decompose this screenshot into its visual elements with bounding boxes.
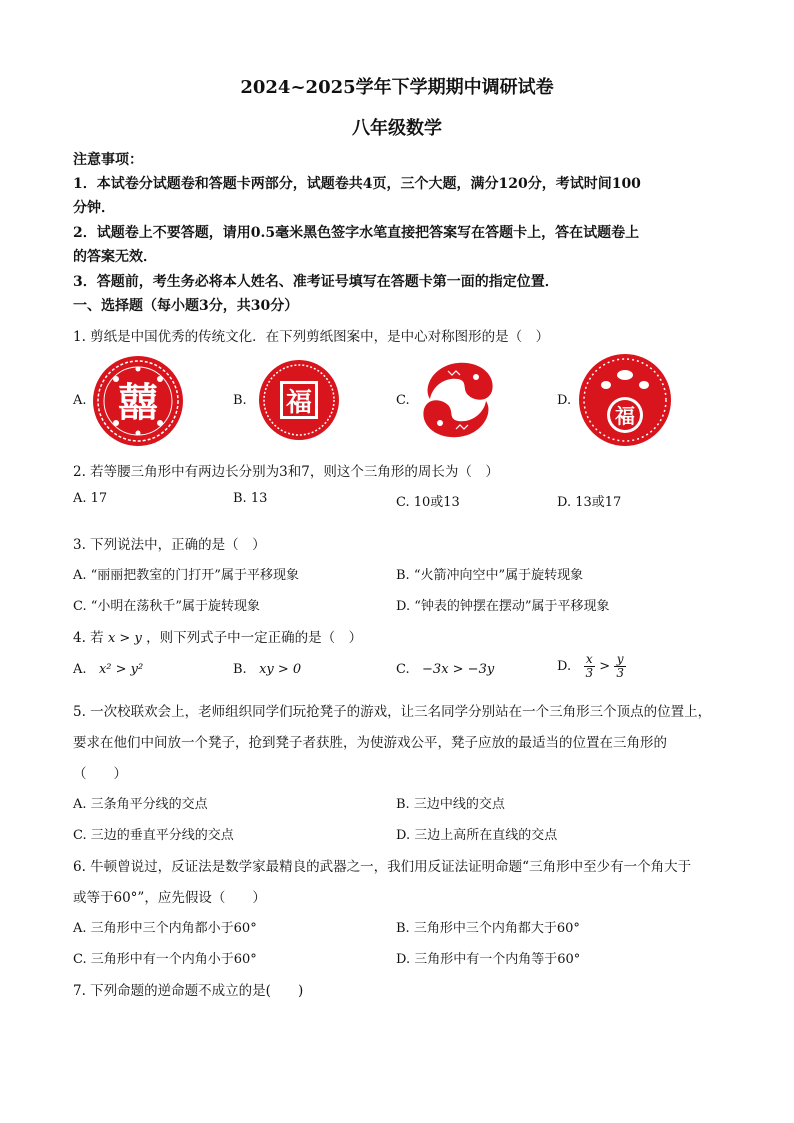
question-5-stem-line-3: （ ） xyxy=(73,766,127,782)
q3-option-d: D. “钟表的钟摆在摆动”属于平移现象 xyxy=(396,599,610,614)
question-7-stem: 7. 下列命题的逆命题不成立的是( ) xyxy=(73,983,304,999)
section-heading: 一、选择题（每小题3分，共30分） xyxy=(73,298,299,314)
q4-label-b: B. xyxy=(233,662,247,677)
exam-subtitle: 八年级数学 xyxy=(352,118,442,139)
q4-option-b xyxy=(233,662,301,677)
question-5-stem-line-1: 5. 一次校联欢会上，老师组织同学们玩抢凳子的游戏，让三名同学分别站在一个三角形三个顶点的位置上， xyxy=(73,704,712,720)
q5-option-d: D. 三边上高所在直线的交点 xyxy=(396,828,558,843)
question-6-stem-line-1: 6. 牛顿曾说过，反证法是数学家最精良的武器之一，我们用反证法证明命题“三角形中至少有一个角大于 xyxy=(73,859,692,875)
papercut-glyph-b: 福 xyxy=(285,388,313,418)
q4-fraction-left-den: 3 xyxy=(585,666,594,680)
q4-fraction-left-num: x xyxy=(584,653,596,667)
q4-fraction-left xyxy=(584,653,596,680)
q4-stem-suffix: ，则下列式子中一定正确的是（ ） xyxy=(146,630,363,646)
q3-option-a: A. “丽丽把教室的门打开”属于平移现象 xyxy=(73,568,299,583)
q5-option-b: B. 三边中线的交点 xyxy=(396,797,505,812)
q2-option-c: C. 10或13 xyxy=(396,495,460,510)
q6-option-a: A. 三角形中三个内角都小于60° xyxy=(73,921,257,936)
notice-item-2-cont: 的答案无效． xyxy=(73,249,157,265)
q4-label-c: C. xyxy=(396,662,410,677)
q3-option-b: B. “火箭冲向空中”属于旋转现象 xyxy=(396,568,584,583)
koi-fish-papercut xyxy=(418,357,498,443)
q2-option-b: B. 13 xyxy=(233,491,268,506)
notice-heading: 注意事项： xyxy=(73,152,143,168)
q4-math-c: −3x > −3y xyxy=(422,662,495,677)
q4-label-a: A. xyxy=(73,662,87,677)
q4-stem-prefix: 4. 若 xyxy=(73,630,104,646)
q2-option-a: A. 17 xyxy=(73,491,108,506)
q4-option-d xyxy=(557,653,626,680)
fu-character-papercut xyxy=(258,359,340,441)
q4-fraction-op: > xyxy=(599,659,611,674)
q4-option-a xyxy=(73,662,143,677)
notice-item-1: 1．本试卷分试题卷和答题卡两部分，试题卷共4页，三个大题，满分120分，考试时间100 xyxy=(73,176,641,192)
q4-option-c xyxy=(396,662,494,677)
q4-fraction-right-den: 3 xyxy=(616,666,624,680)
q6-option-b: B. 三角形中三个内角都大于60° xyxy=(396,921,580,936)
q4-stem-math: x > y xyxy=(107,631,142,646)
q3-option-c: C. “小明在荡秋千”属于旋转现象 xyxy=(73,599,261,614)
q1-label-a: A. xyxy=(73,393,87,408)
exam-title: 2024~2025学年下学期期中调研试卷 xyxy=(240,77,554,98)
q4-label-d: D. xyxy=(557,659,572,674)
papercut-glyph-d: 福 xyxy=(615,404,635,428)
q4-fraction-right-num: y xyxy=(614,653,626,667)
notice-item-3: 3．答题前，考生务必将本人姓名、准考证号填写在答题卡第一面的指定位置． xyxy=(73,274,559,290)
q5-option-a: A. 三条角平分线的交点 xyxy=(73,797,208,812)
q1-label-c: C. xyxy=(396,393,410,408)
question-3-stem: 3. 下列说法中，正确的是（ ） xyxy=(73,537,266,553)
q6-option-c: C. 三角形中有一个内角小于60° xyxy=(73,952,257,967)
q1-label-b: B. xyxy=(233,393,247,408)
q4-math-b: xy > 0 xyxy=(259,662,302,677)
q6-option-d: D. 三角形中有一个内角等于60° xyxy=(396,952,581,967)
double-happiness-papercut xyxy=(92,355,184,447)
papercut-glyph-a: 囍 xyxy=(118,380,158,426)
notice-item-2: 2．试题卷上不要答题，请用0.5毫米黑色签字水笔直接把答案写在答题卡上，答在试题卷上 xyxy=(73,225,640,241)
q1-label-d: D. xyxy=(557,393,572,408)
q2-option-d: D. 13或17 xyxy=(557,495,622,510)
notice-item-1-cont: 分钟． xyxy=(73,200,115,216)
q4-fraction-right xyxy=(614,653,626,680)
q5-option-c: C. 三边的垂直平分线的交点 xyxy=(73,828,234,843)
question-6-stem-line-2: 或等于60°”，应先假设（ ） xyxy=(73,890,266,906)
q4-math-a: x² > y² xyxy=(98,662,144,677)
question-2-stem: 2. 若等腰三角形中有两边长分别为3和7，则这个三角形的周长为（ ） xyxy=(73,464,499,480)
question-1-stem: 1. 剪纸是中国优秀的传统文化．在下列剪纸图案中，是中心对称图形的是（ ） xyxy=(73,329,550,345)
question-4-stem xyxy=(73,626,362,646)
question-5-stem-line-2: 要求在他们中间放一个凳子，抢到凳子者获胜，为使游戏公平，凳子应放的最适当的位置在三角形的 xyxy=(73,735,667,751)
fu-flower-papercut xyxy=(578,353,672,447)
